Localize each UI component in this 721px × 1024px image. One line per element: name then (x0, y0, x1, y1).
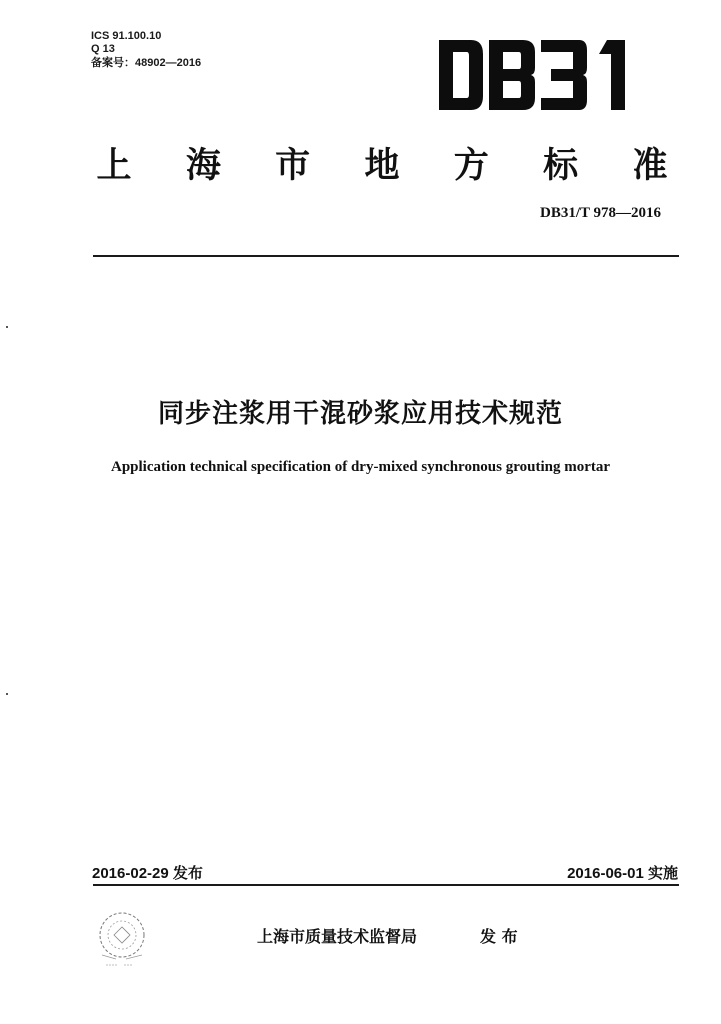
standard-type-title (92, 138, 672, 188)
standard-type-char: 海 (185, 146, 221, 186)
ccs-code: Q 13 (91, 43, 115, 55)
document-title-chinese: 同步注浆用干混砂浆应用技术规范 (157, 399, 563, 429)
standard-number: DB31/T 978—2016 (540, 205, 661, 221)
standard-type-char: 市 (275, 146, 311, 186)
scan-speck (6, 693, 8, 695)
scan-speck (6, 326, 8, 328)
implementation-date: 2016-06-01 实施 (567, 865, 678, 882)
seal-stamp (92, 907, 158, 969)
standard-type-char: 上 (96, 146, 132, 186)
publisher-name: 上海市质量技术监督局 (257, 927, 418, 946)
document-title-english: Application technical specification of dry-mixed synchronous grouting mortar (110, 459, 611, 475)
issue-date: 2016-02-29 发布 (92, 865, 203, 882)
publish-action: 发 布 (480, 927, 518, 946)
record-number: 备案号：48902—2016 (91, 57, 202, 69)
standard-type-char: 方 (453, 146, 489, 186)
standard-type-char: 地 (364, 146, 400, 186)
header-divider (93, 255, 679, 257)
footer-divider (93, 884, 679, 886)
db31-logo (437, 38, 637, 112)
ics-code: ICS 91.100.10 (91, 30, 162, 42)
standard-type-char: 标 (543, 146, 579, 186)
standard-type-char: 准 (632, 146, 668, 186)
